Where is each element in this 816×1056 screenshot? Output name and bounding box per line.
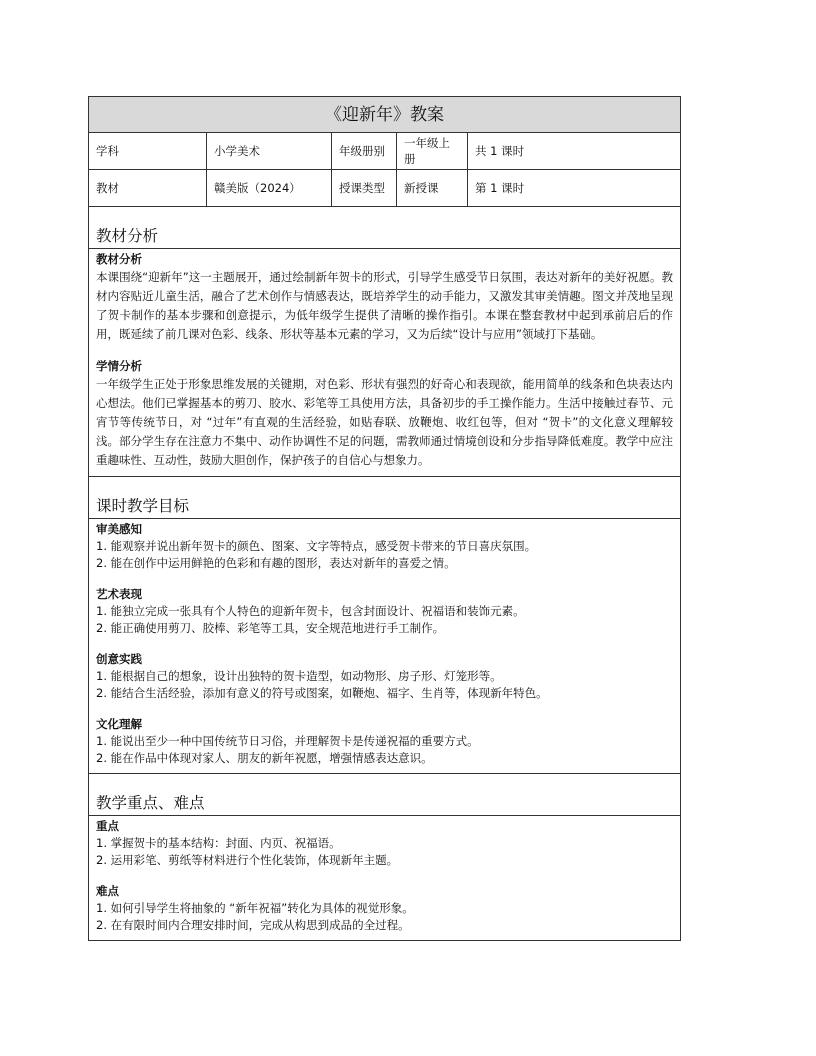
list-item: 1. 能独立完成一张具有个人特色的迎新年贺卡，包含封面设计、祝福语和装饰元素。 (96, 604, 525, 618)
section-body-row (89, 519, 681, 774)
section-heading-row (89, 477, 681, 519)
info-value-periods: 共 1 课时 (468, 133, 681, 170)
subheading-student: 学情分析 (96, 359, 142, 373)
list-item: 1. 能观察并说出新年贺卡的颜色、图案、文字等特点，感受贺卡带来的节日喜庆氛围。 (96, 539, 537, 553)
section-heading-row (89, 774, 681, 816)
info-row-1 (89, 133, 681, 170)
info-value-subject: 小学美术 (207, 133, 332, 170)
title-row (89, 97, 681, 133)
info-row-2 (89, 170, 681, 207)
key-group-title: 重点 (96, 819, 119, 833)
section-body-row (89, 249, 681, 477)
page-title: 《迎新年》教案 (89, 97, 681, 133)
lesson-plan-table (88, 96, 681, 941)
list-item: 1. 掌握贺卡的基本结构：封面、内页、祝福语。 (96, 836, 341, 850)
section-heading-analysis: 教材分析 (96, 227, 159, 245)
goal-list (96, 733, 673, 767)
list-item: 1. 能根据自己的想象，设计出独特的贺卡造型，如动物形、房子形、灯笼形等。 (96, 669, 502, 683)
key-points-body (89, 816, 681, 941)
info-value-grade: 一年级上册 (397, 133, 468, 170)
analysis-body (89, 249, 681, 477)
list-item: 2. 能结合生活经验，添加有意义的符号或图案，如鞭炮、福字、生肖等，体现新年特色。 (96, 686, 548, 700)
list-item: 2. 在有限时间内合理安排时间，完成从构思到成品的全过程。 (96, 918, 410, 932)
info-value-lesson-type: 新授课 (397, 170, 468, 207)
section-body-row (89, 816, 681, 941)
material-analysis-text: 本课围绕“迎新年”这一主题展开，通过绘制新年贺卡的形式，引导学生感受节日氛围，表达对新年的美好祝愿。教材内容贴近儿童生活，融合了艺术创作与情感表达，既培养学生的动手能力，又激发其审美情趣。图文并茂地呈现了贺卡制作的基本步骤和创意提示，为低年级学生提供了清晰的操作指引。本课在整套教材中起到承前启后的作用，既延续了前几课对色彩、线条、形状等基本元素的学习，又为后续“设计与应用”领域打下基础。 (96, 270, 673, 341)
info-label-grade: 年级册别 (332, 133, 397, 170)
key-list (96, 900, 673, 934)
goals-body (89, 519, 681, 774)
goal-list (96, 668, 673, 702)
section-heading-row (89, 207, 681, 249)
info-value-period-number: 第 1 课时 (468, 170, 681, 207)
info-label-subject: 学科 (89, 133, 207, 170)
subheading-material: 教材分析 (96, 252, 142, 266)
info-value-textbook: 赣美版（2024） (207, 170, 332, 207)
info-label-textbook: 教材 (89, 170, 207, 207)
list-item: 2. 运用彩笔、剪纸等材料进行个性化装饰，体现新年主题。 (96, 853, 399, 867)
goal-list (96, 538, 673, 572)
goal-group-title: 艺术表现 (96, 587, 142, 601)
list-item: 1. 如何引导学生将抽象的 “新年祝福”转化为具体的视觉形象。 (96, 901, 414, 915)
student-analysis-text: 一年级学生正处于形象思维发展的关键期，对色彩、形状有强烈的好奇心和表现欲，能用简单的线条和色块表达内心想法。他们已掌握基本的剪刀、胶水、彩笔等工具使用方法，具备初步的手工操作能力。生活中接触过春节、元宵节等传统节日，对 “过年”有直观的生活经验，如贴春联、放鞭炮、收红包等，但对 “贺卡”的文化意义理解较浅。部分学生存在注意力不集中、动作协调性不足的问题，需教师通过情境创设和分步指导降低难度。教学中应注重趣味性、互动性，鼓励大胆创作，保护孩子的自信心与想象力。 (96, 377, 673, 467)
goal-group-title: 创意实践 (96, 652, 142, 666)
list-item: 2. 能在作品中体现对家人、朋友的新年祝愿，增强情感表达意识。 (96, 751, 433, 765)
goal-group-title: 文化理解 (96, 717, 142, 731)
list-item: 2. 能正确使用剪刀、胶棒、彩笔等工具，安全规范地进行手工制作。 (96, 621, 445, 635)
list-item: 2. 能在创作中运用鲜艳的色彩和有趣的图形，表达对新年的喜爱之情。 (96, 556, 456, 570)
section-heading-goals: 课时教学目标 (96, 497, 190, 515)
list-item: 1. 能说出至少一种中国传统节日习俗，并理解贺卡是传递祝福的重要方式。 (96, 734, 479, 748)
key-list (96, 835, 673, 869)
section-heading-key-points: 教学重点、难点 (96, 794, 205, 812)
key-group-title: 难点 (96, 884, 119, 898)
goal-list (96, 603, 673, 637)
goal-group-title: 审美感知 (96, 522, 142, 536)
info-label-lesson-type: 授课类型 (332, 170, 397, 207)
